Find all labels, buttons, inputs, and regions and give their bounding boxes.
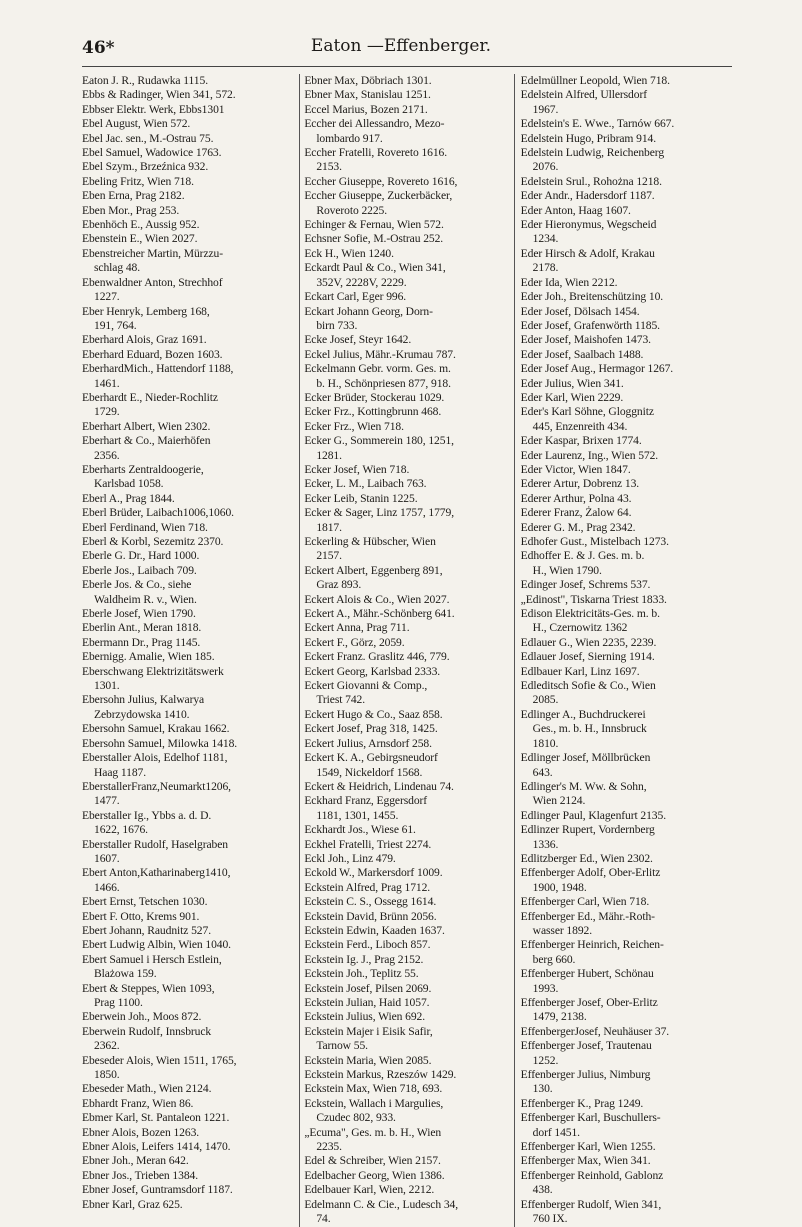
directory-entry-line: Haag 1187.: [94, 765, 147, 779]
directory-entry-line: Eckert Georg, Karlsbad 2333.: [304, 664, 441, 678]
directory-entry-line: Ebner Alois, Leifers 1414, 1470.: [82, 1140, 231, 1154]
directory-entry-line: Ebernigg. Amalie, Wien 185.: [82, 650, 215, 664]
directory-entry-line: Ebner Alois, Bozen 1263.: [82, 1125, 200, 1139]
directory-entry-line: Eckstein Max, Wien 718, 693.: [304, 1082, 443, 1096]
directory-entry-line: Edelstein Ludwig, Reichenberg: [520, 146, 665, 160]
directory-entry-line: Ebeseder Math., Wien 2124.: [82, 1082, 212, 1096]
directory-entry-line: Ederer Arthur, Polna 43.: [520, 491, 632, 505]
directory-entry-line: Eben Erna, Prag 2182.: [82, 189, 185, 203]
directory-entry-line: Edlinger A., Buchdruckerei: [520, 707, 646, 721]
directory-entry-line: 1477.: [94, 794, 120, 808]
directory-entry-line: Edinger Josef, Schrems 537.: [520, 578, 651, 592]
directory-entry-line: lombardo 917.: [316, 131, 383, 145]
directory-entry-line: Eder Kaspar, Brixen 1774.: [520, 434, 642, 448]
page-title: Eaton —Effenberger.: [310, 36, 492, 56]
directory-entry-line: Effenberger Max, Wien 341.: [520, 1154, 651, 1168]
directory-entry-line: Eckert Albert, Eggenberg 891,: [304, 563, 443, 577]
directory-entry-line: Eberhard Alois, Graz 1691.: [82, 333, 207, 347]
directory-entry-line: Ebbser Elektr. Werk, Ebbs1301: [82, 102, 225, 116]
directory-entry-line: Eberhart Albert, Wien 2302.: [82, 419, 211, 433]
directory-entry-line: Effenberger K., Prag 1249.: [520, 1096, 644, 1110]
directory-entry-line: 1336.: [532, 837, 559, 851]
directory-entry-line: Roveroto 2225.: [316, 203, 388, 217]
directory-entry-line: Eckstein Majer i Eisik Safir,: [304, 1024, 433, 1038]
directory-entry-line: EffenbergerJosef, Neuhäuser 37.: [520, 1024, 670, 1038]
directory-entry-line: Eckstein Joh., Teplitz 55.: [304, 967, 419, 981]
directory-entry-line: Eberhart & Co., Maierhöfen: [82, 434, 211, 448]
directory-entry-line: Ebert F. Otto, Krems 901.: [82, 909, 200, 923]
directory-entry-line: Eberstaller Alois, Edelhof 1181,: [82, 751, 228, 765]
directory-entry-line: Ebert Ludwig Albin, Wien 1040.: [82, 938, 231, 952]
directory-entry-line: Ebner Max, Stanislau 1251.: [304, 88, 431, 102]
directory-entry-line: Ebmer Karl, St. Pantaleon 1221.: [82, 1111, 230, 1125]
directory-entry-line: Ederer G. M., Prag 2342.: [520, 520, 636, 534]
directory-entry-line: 1729.: [94, 405, 120, 419]
directory-entry-line: „Ecuma", Ges. m. b. H., Wien: [304, 1125, 442, 1139]
directory-entry-line: Eckert Hugo & Co., Saaz 858.: [304, 707, 443, 721]
directory-entry-line: Eberhardt E., Nieder-Rochlitz: [82, 390, 218, 404]
directory-entry-line: Eber Henryk, Lemberg 168,: [82, 304, 210, 318]
directory-entry-line: Ebersohn Samuel, Krakau 1662.: [82, 722, 230, 736]
directory-entry-line: Edlbauer Karl, Linz 1697.: [520, 664, 640, 678]
directory-entry-line: wasser 1892.: [532, 923, 593, 937]
directory-entry-line: Eckold W., Markersdorf 1009.: [304, 866, 443, 880]
directory-entry-line: Eckert Alois & Co., Wien 2027.: [304, 592, 450, 606]
directory-entry-line: H., Wien 1790.: [532, 563, 602, 577]
directory-entry-line: 2076.: [532, 160, 559, 174]
directory-entry-line: EberhardMich., Hattendorf 1188,: [82, 362, 234, 376]
directory-entry-line: Eder Josef Aug., Hermagor 1267.: [520, 362, 674, 376]
directory-entry-line: Ebersohn Samuel, Milowka 1418.: [82, 736, 238, 750]
directory-entry-line: Eckel Julius, Mähr.-Krumau 787.: [304, 347, 456, 361]
directory-entry-line: Eckert Anna, Prag 711.: [304, 621, 410, 635]
directory-entry-line: Edlinger Josef, Möllbrücken: [520, 751, 651, 765]
directory-entry-line: Eder Hieronymus, Wegscheid: [520, 218, 657, 232]
directory-entry-line: 1479, 2138.: [532, 1010, 587, 1024]
directory-entry-line: Ebermann Dr., Prag 1145.: [82, 635, 201, 649]
directory-entry-line: 1234.: [532, 232, 559, 246]
directory-entry-line: Edelstein's E. Wwe., Tarnów 667.: [520, 117, 675, 131]
directory-entry-line: Ges., m. b. H., Innsbruck: [532, 722, 647, 736]
directory-entry-line: Eder Victor, Wien 1847.: [520, 462, 631, 476]
directory-entry-line: Eberwein Joh., Moos 872.: [82, 1010, 202, 1024]
directory-entry-line: Eckstein Ferd., Liboch 857.: [304, 938, 431, 952]
directory-entry-line: 2178.: [532, 261, 559, 275]
directory-entry-line: Eben Mor., Prag 253.: [82, 203, 180, 217]
directory-entry-line: Ecker Frz., Wien 718.: [304, 419, 404, 433]
directory-entry-line: Blażowa 159.: [94, 967, 157, 981]
directory-entry-line: Karlsbad 1058.: [94, 477, 164, 491]
directory-entry-line: Ebner Jos., Trieben 1384.: [82, 1168, 199, 1182]
directory-entry-line: Eckart Carl, Eger 996.: [304, 290, 407, 304]
directory-entry-line: Eccher dei Allessandro, Mezo-: [304, 117, 445, 131]
directory-entry-line: 1607.: [94, 851, 120, 865]
directory-entry-line: Eberschwang Elektrizitätswerk: [82, 664, 224, 678]
column-middle: [299, 74, 514, 1227]
directory-entry-line: Ebbs & Radinger, Wien 341, 572.: [82, 88, 236, 102]
directory-entry-line: Edlitzberger Ed., Wien 2302.: [520, 851, 653, 865]
directory-entry-line: Eberl Brüder, Laibach1006,1060.: [82, 506, 234, 520]
directory-entry-line: Triest 742.: [316, 693, 366, 707]
directory-entry-line: Eberhard Eduard, Bozen 1603.: [82, 347, 223, 361]
directory-entry-line: 438.: [532, 1183, 553, 1197]
directory-entry-line: 1993.: [532, 981, 559, 995]
directory-entry-line: Ebert Johann, Raudnitz 527.: [82, 923, 211, 937]
directory-entry-line: Eder Andr., Hadersdorf 1187.: [520, 189, 655, 203]
directory-entry-line: Eder Josef, Maishofen 1473.: [520, 333, 651, 347]
directory-entry-line: Ebert Ernst, Tetschen 1030.: [82, 895, 208, 909]
directory-entry-line: Edlinger Paul, Klagenfurt 2135.: [520, 808, 667, 822]
directory-entry-line: Effenberger Hubert, Schönau: [520, 967, 654, 981]
directory-entry-line: Edelstein Hugo, Pribram 914.: [520, 131, 657, 145]
directory-entry-line: Ebenstreicher Martin, Mürzzu-: [82, 246, 223, 260]
directory-entry-line: Eder Josef, Dölsach 1454.: [520, 304, 640, 318]
directory-entry-line: Eckart Johann Georg, Dorn-: [304, 304, 433, 318]
directory-entry-line: 191, 764.: [94, 318, 137, 332]
directory-entry-line: Eckert A., Mähr.-Schönberg 641.: [304, 607, 455, 621]
directory-entry-line: Ebert Anton,Katharinaberg1410,: [82, 866, 231, 880]
directory-entry-line: Ebhardt Franz, Wien 86.: [82, 1096, 194, 1110]
directory-entry-line: Ebner Josef, Guntramsdorf 1187.: [82, 1183, 233, 1197]
directory-entry-line: Ecker G., Sommerein 180, 1251,: [304, 434, 454, 448]
directory-entry-line: 445, Enzenreith 434.: [532, 419, 628, 433]
directory-entry-line: 1227.: [94, 290, 120, 304]
header-rule: [82, 66, 732, 67]
directory-entry-line: 2157.: [316, 549, 342, 563]
directory-entry-line: Czudec 802, 933.: [316, 1111, 396, 1125]
directory-entry-line: Edhoffer E. & J. Ges. m. b.: [520, 549, 645, 563]
directory-entry-line: 1622, 1676.: [94, 823, 148, 837]
directory-entry-line: Graz 893.: [316, 578, 362, 592]
directory-entry-line: Edleditsch Sofie & Co., Wien: [520, 679, 656, 693]
directory-entry-line: „Edinost", Tiskarna Triest 1833.: [520, 592, 667, 606]
directory-entry-line: 1549, Nickeldorf 1568.: [316, 765, 423, 779]
directory-entry-line: Eder's Karl Söhne, Gloggnitz: [520, 405, 654, 419]
directory-entry-line: Eberstaller Rudolf, Haselgraben: [82, 837, 228, 851]
directory-entry-line: Ebel August, Wien 572.: [82, 117, 191, 131]
directory-entry-line: Eberl A., Prag 1844.: [82, 491, 175, 505]
directory-entry-line: Eckstein Julian, Haid 1057.: [304, 996, 430, 1009]
directory-entry-line: Ebenhöch E., Aussig 952.: [82, 218, 200, 232]
directory-entry-line: Ecker Frz., Kottingbrunn 468.: [304, 405, 442, 419]
directory-entry-line: 1900, 1948.: [532, 880, 587, 894]
directory-entry-line: Edel & Schreiber, Wien 2157.: [304, 1154, 441, 1168]
directory-entry-line: Eder Joh., Breitenschützing 10.: [520, 290, 664, 304]
directory-entry-line: Eckstein David, Brünn 2056.: [304, 909, 437, 923]
directory-entry-line: Effenberger Heinrich, Reichen-: [520, 938, 664, 952]
directory-entry-line: b. H., Schönpriesen 877, 918.: [316, 376, 451, 390]
directory-entry-line: Eckstein, Wallach i Margulies,: [304, 1096, 444, 1110]
directory-entry-line: Effenberger Carl, Wien 718.: [520, 895, 650, 909]
directory-entry-line: 1817.: [316, 520, 342, 534]
directory-entry-line: Edelmüllner Leopold, Wien 718.: [520, 74, 670, 87]
directory-entry-line: Eckl Joh., Linz 479.: [304, 851, 396, 865]
directory-entry-line: Eder Hirsch & Adolf, Krakau: [520, 246, 655, 260]
directory-entry-line: Eder Josef, Grafenwörth 1185.: [520, 318, 660, 332]
directory-entry-line: Eccher Giuseppe, Zuckerbäcker,: [304, 189, 453, 203]
directory-entry-line: Effenberger Reinhold, Gablonz: [520, 1168, 664, 1182]
directory-entry-line: Eberstaller Ig., Ybbs a. d. D.: [82, 808, 212, 822]
directory-entry-line: Edlinger's M. Ww. & Sohn,: [520, 779, 647, 793]
directory-entry-line: Effenberger Josef, Ober-Erlitz: [520, 996, 658, 1009]
directory-entry-line: Eberle Josef, Wien 1790.: [82, 607, 196, 621]
directory-entry-line: Ebeling Fritz, Wien 718.: [82, 174, 194, 188]
directory-entry-line: Eckstein C. S., Ossegg 1614.: [304, 895, 437, 909]
directory-entry-line: Ecker Leib, Stanin 1225.: [304, 491, 418, 505]
directory-entry-line: Ebert Samuel i Hersch Estlein,: [82, 952, 222, 966]
directory-entry-line: Eberwein Rudolf, Innsbruck: [82, 1024, 212, 1038]
directory-entry-line: Eberle Jos., Laibach 709.: [82, 563, 197, 577]
directory-entry-line: Edelbauer Karl, Wien, 2212.: [304, 1183, 435, 1197]
directory-entry-line: dorf 1451.: [532, 1125, 580, 1139]
directory-entry-line: Eder Laurenz, Ing., Wien 572.: [520, 448, 659, 462]
directory-entry-line: Eckhardt Jos., Wiese 61.: [304, 823, 416, 837]
directory-entry-line: 1252.: [532, 1053, 559, 1067]
directory-entry-line: Ebner Max, Döbriach 1301.: [304, 74, 432, 87]
column-left: [82, 74, 293, 1227]
directory-entry-line: Ebert & Steppes, Wien 1093,: [82, 981, 215, 995]
directory-entry-line: Eckstein Ig. J., Prag 2152.: [304, 952, 424, 966]
directory-entry-line: Echsner Sofie, M.-Ostrau 252.: [304, 232, 444, 246]
directory-entry-line: Edlauer G., Wien 2235, 2239.: [520, 635, 657, 649]
directory-entry-line: Eccel Marius, Bozen 2171.: [304, 102, 428, 116]
directory-entry-line: Ebel Szym., Brzeźnica 932.: [82, 160, 209, 174]
directory-entry-line: 130.: [532, 1082, 553, 1096]
directory-entry-line: Ebel Samuel, Wadowice 1763.: [82, 146, 222, 160]
directory-entry-line: Effenberger Julius, Nimburg: [520, 1068, 651, 1082]
column-right: [521, 74, 732, 1227]
directory-entry-line: Eberharts Zentraldoogerie,: [82, 462, 204, 476]
directory-entry-line: H., Czernowitz 1362: [532, 621, 628, 635]
directory-entry-line: Ebner Joh., Meran 642.: [82, 1154, 189, 1168]
directory-entry-line: Ecker & Sager, Linz 1757, 1779,: [304, 506, 455, 520]
directory-entry-line: Eck H., Wien 1240.: [304, 246, 394, 260]
directory-entry-line: Waldheim R. v., Wien.: [94, 592, 197, 606]
directory-entry-line: Ederer Franz, Żalow 64.: [520, 506, 632, 520]
directory-entry-line: Ebenwaldner Anton, Strechhof: [82, 275, 223, 289]
directory-entry-line: Edlinzer Rupert, Vordernberg: [520, 823, 655, 837]
directory-entry-line: Eder Julius, Wien 341.: [520, 376, 624, 390]
directory-entry-line: Zebrzydowska 1410.: [94, 707, 190, 721]
directory-entry-line: Eberlin Ant., Meran 1818.: [82, 621, 202, 635]
directory-entry-line: Eckstein Julius, Wien 692.: [304, 1010, 426, 1024]
directory-entry-line: Effenberger Ed., Mähr.-Roth-: [520, 909, 655, 923]
directory-entry-line: Eckhard Franz, Eggersdorf: [304, 794, 428, 808]
directory-entry-line: Ecker Josef, Wien 718.: [304, 462, 410, 476]
directory-entry-line: Eccher Giuseppe, Rovereto 1616,: [304, 174, 458, 188]
directory-entry-line: Eckerling & Hübscher, Wien: [304, 535, 436, 548]
directory-entry-line: 2235.: [316, 1140, 342, 1154]
directory-entry-line: Effenberger Karl, Wien 1255.: [520, 1140, 656, 1154]
directory-entry-line: Edelstein Srul., Rohożna 1218.: [520, 174, 662, 188]
directory-entry-line: Eder Ida, Wien 2212.: [520, 275, 618, 289]
directory-entry-line: Ebeseder Alois, Wien 1511, 1765,: [82, 1053, 237, 1067]
directory-entry-line: Ecker Brüder, Stockerau 1029.: [304, 390, 445, 404]
directory-entry-line: Edelstein Alfred, Ullersdorf: [520, 88, 647, 102]
directory-entry-line: 643.: [532, 765, 553, 779]
directory-entry-line: Ebel Jac. sen., M.-Ostrau 75.: [82, 131, 214, 145]
directory-entry-line: Echinger & Fernau, Wien 572.: [304, 218, 444, 232]
directory-entry-line: Eaton J. R., Rudawka 1115.: [82, 74, 208, 87]
directory-entry-line: 1301.: [94, 679, 120, 693]
directory-entry-line: 2356.: [94, 448, 120, 462]
directory-entry-line: Eckert Franz. Graslitz 446, 779.: [304, 650, 450, 664]
directory-entry-line: 2153.: [316, 160, 342, 174]
directory-entry-line: Edelbacher Georg, Wien 1386.: [304, 1168, 445, 1182]
page-number: 46*: [82, 38, 115, 58]
directory-entry-line: Ebner Karl, Graz 625.: [82, 1197, 183, 1211]
directory-entry-line: Eberl Ferdinand, Wien 718.: [82, 520, 208, 534]
directory-entry-line: Ecke Josef, Steyr 1642.: [304, 333, 412, 347]
directory-entry-line: Effenberger Karl, Buschullers-: [520, 1111, 661, 1125]
directory-entry-line: Wien 2124.: [532, 794, 586, 808]
directory-entry-line: Eckert K. A., Gebirgsneudorf: [304, 751, 438, 765]
directory-entry-line: Eckert & Heidrich, Lindenau 74.: [304, 779, 454, 793]
directory-entry-line: Effenberger Rudolf, Wien 341,: [520, 1197, 662, 1211]
directory-entry-line: Ecker, L. M., Laibach 763.: [304, 477, 427, 491]
directory-entry-line: 74.: [316, 1212, 331, 1226]
directory-entry-line: Eccher Fratelli, Rovereto 1616.: [304, 146, 448, 160]
directory-entry-line: Eckhel Fratelli, Triest 2274.: [304, 837, 432, 851]
directory-entry-line: 1466.: [94, 880, 120, 894]
directory-entry-line: Eckstein Josef, Pilsen 2069.: [304, 981, 432, 995]
directory-entry-line: Eberle G. Dr., Hard 1000.: [82, 549, 200, 563]
directory-entry-line: 2362.: [94, 1039, 120, 1053]
directory-entry-line: 1810.: [532, 736, 559, 750]
directory-columns: [82, 74, 732, 1227]
directory-entry-line: Eckert Josef, Prag 318, 1425.: [304, 722, 438, 736]
directory-entry-line: Tarnow 55.: [316, 1039, 368, 1053]
directory-entry-line: Edlauer Josef, Sierning 1914.: [520, 650, 655, 664]
directory-entry-line: 1967.: [532, 102, 559, 116]
directory-entry-line: schlag 48.: [94, 261, 141, 275]
directory-entry-line: 760 IX.: [532, 1212, 568, 1226]
directory-entry-line: Eder Anton, Haag 1607.: [520, 203, 631, 217]
directory-entry-line: Eckert Giovanni & Comp.,: [304, 679, 428, 693]
directory-entry-line: 352V, 2228V, 2229.: [316, 275, 407, 289]
directory-entry-line: Eckert F., Görz, 2059.: [304, 635, 405, 649]
directory-entry-line: Eckelmann Gebr. vorm. Ges. m.: [304, 362, 451, 376]
directory-entry-line: Eckstein Edwin, Kaaden 1637.: [304, 923, 445, 937]
directory-entry-line: Edhofer Gust., Mistelbach 1273.: [520, 535, 669, 548]
directory-entry-line: Eckstein Maria, Wien 2085.: [304, 1053, 432, 1067]
directory-entry-line: berg 660.: [532, 952, 576, 966]
directory-entry-line: 2085.: [532, 693, 559, 707]
directory-entry-line: 1850.: [94, 1068, 120, 1082]
directory-entry-line: Ebersohn Julius, Kalwarya: [82, 693, 205, 707]
directory-entry-line: Eberle Jos. & Co., siehe: [82, 578, 192, 592]
directory-entry-line: 1461.: [94, 376, 120, 390]
directory-entry-line: Ederer Artur, Dobrenz 13.: [520, 477, 640, 491]
directory-entry-line: Ebenstein E., Wien 2027.: [82, 232, 198, 246]
directory-entry-line: Eckstein Markus, Rzeszów 1429.: [304, 1068, 457, 1082]
directory-entry-line: Effenberger Adolf, Ober-Erlitz: [520, 866, 661, 880]
directory-entry-line: Eder Josef, Saalbach 1488.: [520, 347, 644, 361]
directory-entry-line: Edelmann C. & Cie., Ludesch 34,: [304, 1197, 459, 1211]
directory-entry-line: Prag 1100.: [94, 996, 143, 1009]
directory-entry-line: Eckstein Alfred, Prag 1712.: [304, 880, 431, 894]
directory-entry-line: 1281.: [316, 448, 342, 462]
directory-entry-line: Eder Karl, Wien 2229.: [520, 390, 624, 404]
directory-entry-line: Edison Elektricitäts-Ges. m. b.: [520, 607, 660, 621]
directory-entry-line: Effenberger Josef, Trautenau: [520, 1039, 652, 1053]
directory-entry-line: birn 733.: [316, 318, 358, 332]
directory-entry-line: Eckert Julius, Arnsdorf 258.: [304, 736, 432, 750]
directory-entry-line: Eckardt Paul & Co., Wien 341,: [304, 261, 446, 275]
directory-entry-line: Eberl & Korbl, Sezemitz 2370.: [82, 535, 224, 548]
directory-entry-line: 1181, 1301, 1455.: [316, 808, 399, 822]
directory-entry-line: EberstallerFranz,Neumarkt1206,: [82, 779, 231, 793]
